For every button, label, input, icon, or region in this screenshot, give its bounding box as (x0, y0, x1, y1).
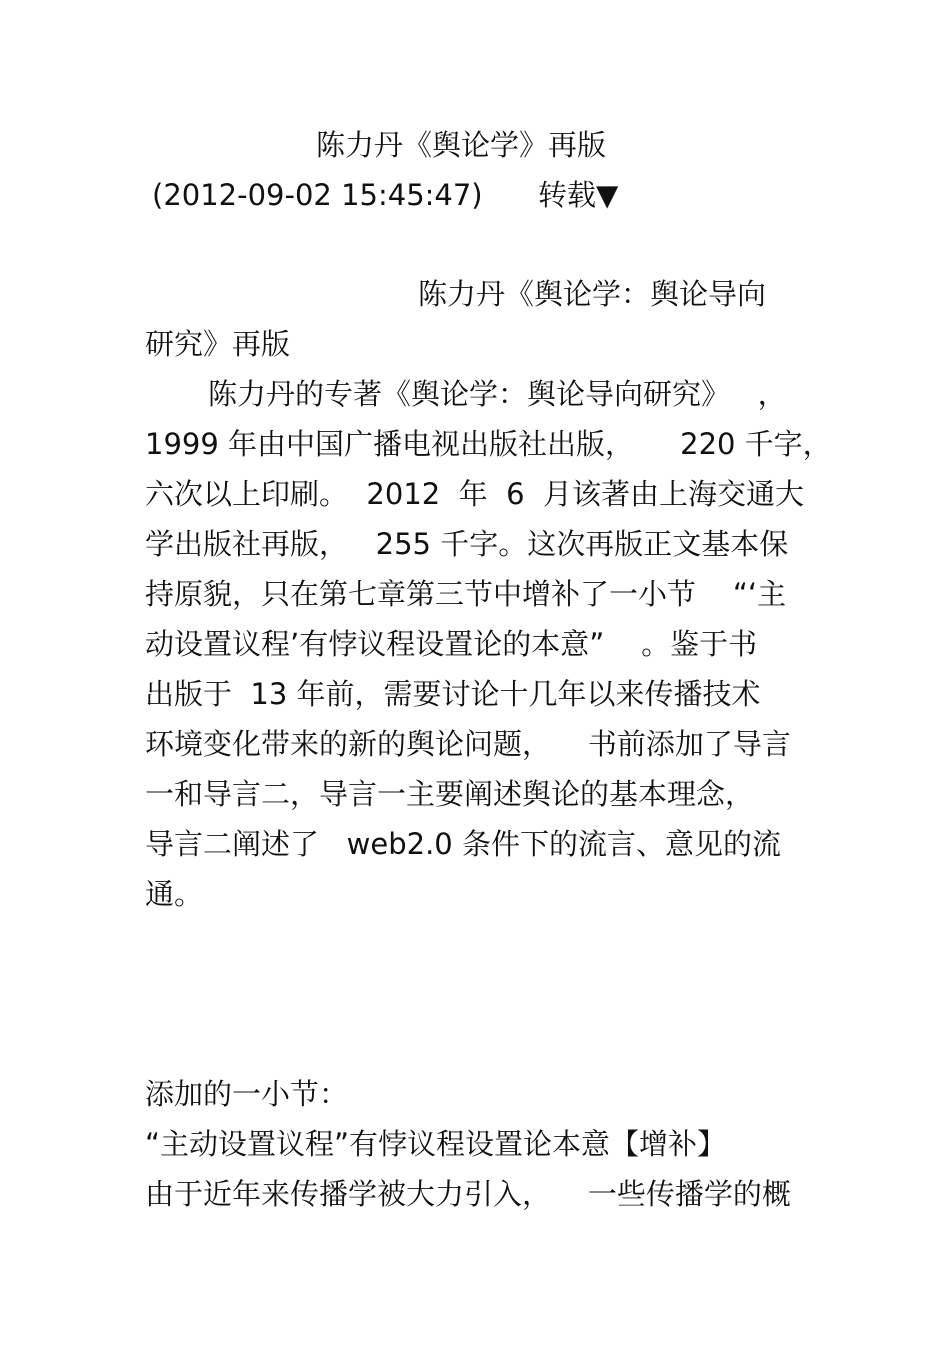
article-body-line: 1999 年由中国广播电视出版社出版， 220 千字， (145, 427, 832, 461)
section-line: 添加的一小节： (145, 1077, 349, 1111)
article-body-line: 一和导言二，导言一主要阐述舆论的基本理念， (145, 777, 755, 811)
article-body-line: 持原貌，只在第七章第三节中增补了一小节 “‘主 (145, 577, 787, 611)
article-body-line: 陈力丹的专著《舆论学：舆论导向研究》 ， (208, 377, 787, 411)
post-timestamp: (2012-09-02 15:45:47) (152, 178, 483, 212)
article-subtitle-line-2: 研究》再版 (145, 327, 291, 361)
article-body-line: 环境变化带来的新的舆论问题， 书前添加了导言 (145, 727, 791, 761)
section-line: 由于近年来传播学被大力引入， 一些传播学的概 (145, 1177, 791, 1211)
repost-dropdown-button[interactable]: 转载▼ (537, 178, 619, 212)
article-body-line: 学出版社再版， 255 千字。这次再版正文基本保 (145, 527, 789, 561)
article-body-line: 出版于 13 年前，需要讨论十几年以来传播技术 (145, 677, 761, 711)
post-meta (152, 175, 618, 215)
section-line: “主动设置议程”有悖议程设置论本意【增补】 (145, 1127, 727, 1161)
page-title: 陈力丹《舆论学》再版 (316, 128, 607, 162)
article-body-line: 导言二阐述了 web2.0 条件下的流言、意见的流 (145, 827, 781, 861)
article-body-line: 六次以上印刷。 2012 年 6 月该著由上海交通大 (145, 477, 805, 511)
article-body-line: 通。 (145, 877, 204, 911)
article-subtitle-line-1: 陈力丹《舆论学：舆论导向 (418, 277, 767, 311)
article-body-line: 动设置议程’有悖议程设置论的本意” 。鉴于书 (145, 627, 758, 661)
